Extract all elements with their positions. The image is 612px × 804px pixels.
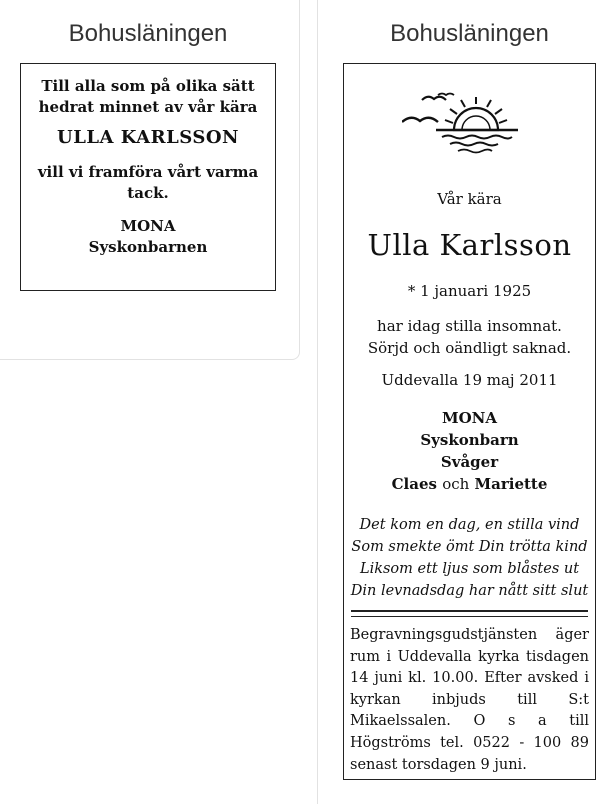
thanks-name: ULLA KARLSSON — [57, 127, 239, 148]
family-list — [344, 407, 595, 495]
signature-line: Syskonbarnen — [88, 238, 208, 256]
birth-date: * 1 januari 1925 — [407, 282, 532, 300]
sunset-with-birds-icon — [402, 92, 536, 156]
notice-lead: Vår kära — [437, 190, 502, 208]
thanks-intro: Till alla som på olika sätt hedrat minnet av vår kära — [38, 77, 258, 116]
death-notice — [343, 63, 596, 780]
notice-text-line: Sörjd och oändligt saknad. — [367, 339, 572, 357]
memorial-poem — [344, 514, 595, 602]
family-member: Syskonbarn — [420, 431, 519, 449]
thanks-message: vill vi framföra vårt varma tack. — [37, 163, 259, 202]
divider-rule — [351, 610, 588, 612]
signature-line: MONA — [120, 217, 176, 235]
deceased-name: Ulla Karlsson — [367, 228, 572, 262]
family-member — [344, 473, 595, 495]
funeral-information: Begravningsgudstjänsten äger rum i Uddevalla kyrka tisdagen 14 juni kl. 10.00. Efter avsked i kyrkan inbjuds till S:t Mikaelssalen. O s a till Högströms tel. 0522 - 100 89 senast torsdagen 9 juni. — [350, 627, 589, 773]
poem-line: Det kom en dag, en stilla vind — [359, 517, 580, 533]
notice-text — [344, 315, 595, 359]
divider-rule — [351, 616, 588, 617]
newspaper-name-left: Bohusläningen — [68, 20, 228, 47]
conjunction: och — [442, 475, 470, 493]
newspaper-name-right: Bohusläningen — [390, 20, 549, 47]
poem-line: Liksom ett ljus som blåstes ut — [359, 561, 580, 577]
family-member: MONA — [441, 409, 498, 427]
column-divider — [317, 0, 318, 804]
thanks-signature — [21, 216, 275, 258]
family-member: Svåger — [440, 453, 499, 471]
poem-line: Som smekte ömt Din trötta kind — [351, 539, 588, 555]
thank-you-notice — [20, 63, 276, 291]
family-member-name: Mariette — [474, 475, 548, 493]
place-and-date: Uddevalla 19 maj 2011 — [381, 371, 558, 389]
poem-line: Din levnadsdag har nått sitt slut — [350, 583, 589, 599]
notice-text-line: har idag stilla insomnat. — [377, 317, 562, 335]
family-member-name: Claes — [391, 475, 437, 493]
